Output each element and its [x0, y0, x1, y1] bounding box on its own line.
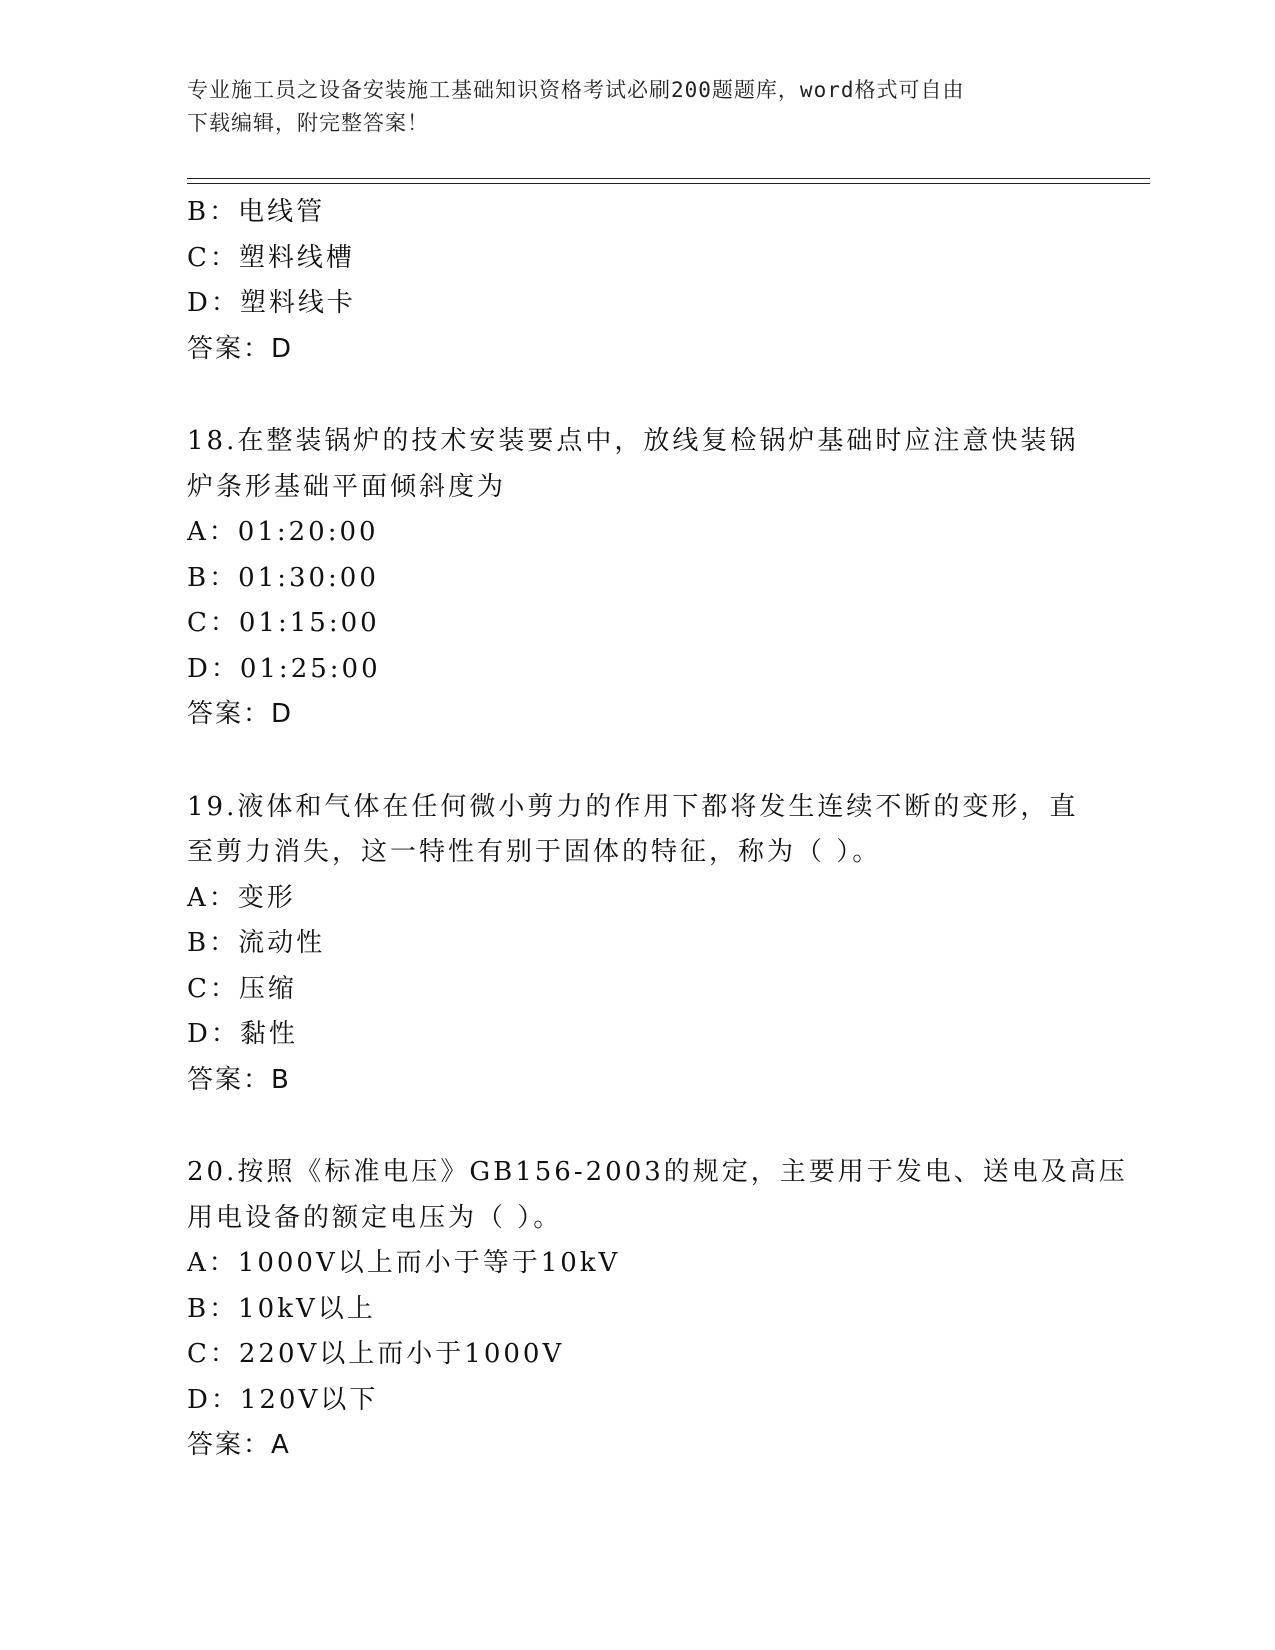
- option-b: B：10kV以上: [187, 1293, 376, 1324]
- option-a: A：1000V以上而小于等于10kV: [187, 1248, 621, 1278]
- question-stem-line-2: 用电设备的额定电压为（ ）。: [187, 1202, 563, 1233]
- question-stem-line-2: 至剪力消失，这一特性有别于固体的特征，称为（ ）。: [187, 837, 882, 867]
- answer-line: 答案：D: [187, 699, 294, 729]
- question-20: [187, 1150, 1128, 1469]
- question-19: [187, 785, 1087, 1104]
- question-18: [187, 419, 1087, 738]
- previous-question-tail: [187, 190, 1087, 372]
- option-c: C：01:15:00: [187, 608, 380, 638]
- option-d: D：120V以下: [187, 1384, 379, 1415]
- header-divider-top: [187, 178, 1150, 179]
- option-c: C：220V以上而小于1000V: [187, 1339, 565, 1369]
- option-b: B：01:30:00: [187, 562, 379, 593]
- question-stem-line-2: 炉条形基础平面倾斜度为: [187, 471, 507, 502]
- answer-line: 答案：A: [187, 1430, 291, 1460]
- option-d: D：01:25:00: [187, 653, 381, 684]
- option-d: D：塑料线卡: [187, 288, 356, 318]
- answer-line: 答案：D: [187, 333, 294, 364]
- header-divider-bottom: [187, 183, 1150, 184]
- question-stem-line-1: 20.按照《标准电压》GB156-2003的规定，主要用于发电、送电及高压: [187, 1157, 1128, 1187]
- option-a: A：01:20:00: [187, 517, 379, 547]
- option-d: D：黏性: [187, 1019, 298, 1049]
- question-stem-line-1: 18.在整装锅炉的技术安装要点中，放线复检锅炉基础时应注意快装锅: [187, 426, 1079, 456]
- option-c: C：塑料线槽: [187, 242, 355, 273]
- question-stem-line-1: 19.液体和气体在任何微小剪力的作用下都将发生连续不断的变形，直: [187, 791, 1079, 822]
- option-a: A：变形: [187, 882, 296, 913]
- header-line-1: 专业施工员之设备安装施工基础知识资格考试必刷200题题库，word格式可自由: [187, 78, 965, 102]
- option-b: B：电线管: [187, 197, 326, 227]
- option-b: B：流动性: [187, 928, 326, 958]
- header-line-2: 下载编辑，附完整答案！: [187, 111, 429, 135]
- option-c: C：压缩: [187, 973, 297, 1004]
- answer-line: 答案：B: [187, 1064, 291, 1095]
- question-list: [187, 190, 1128, 1469]
- document-header: [187, 74, 1087, 140]
